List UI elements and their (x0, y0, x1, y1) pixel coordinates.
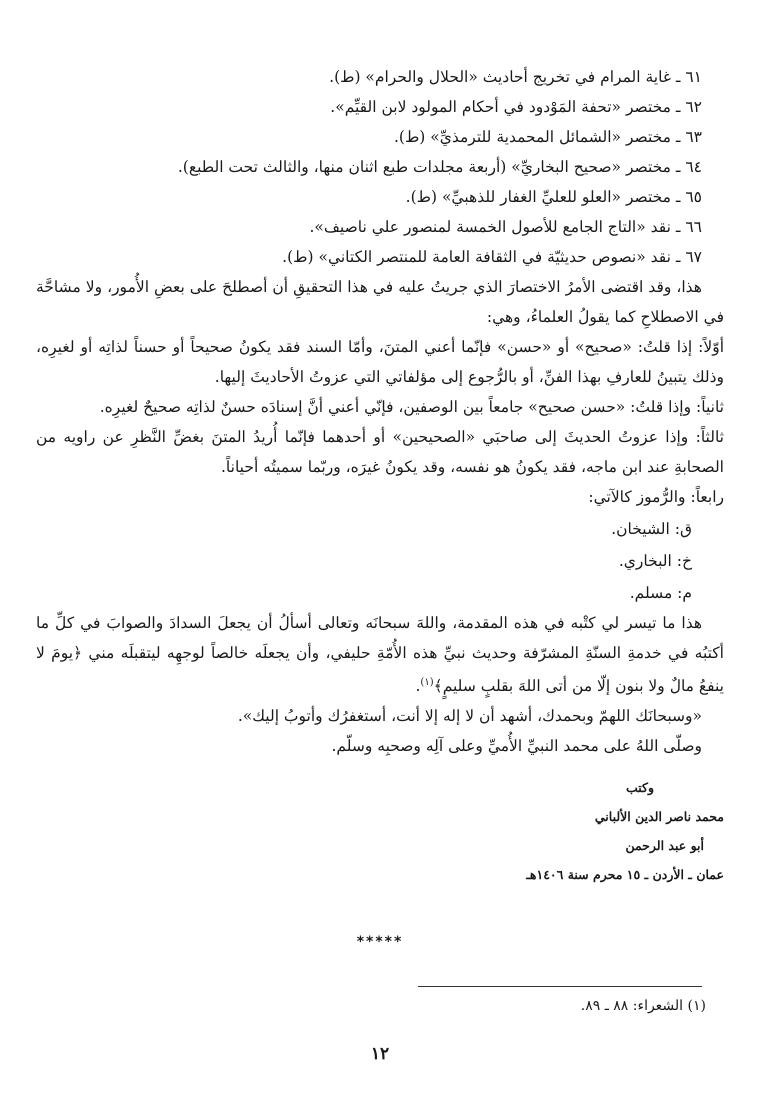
footnote-ref: (١) (420, 677, 434, 688)
closing-text: هذا ما تيسر لي كتْبه في هذه المقدمة، واللهَ سبحانَه وتعالى أسألُ أن يجعلَ السدادَ والصوابَ في كلِّ ما أكتبُه في خدمةِ السنّةِ المشرّفة وحديث نبيِّ هذه الأُمّةِ حليفي، وأن يجعلَه خالصاً لوجهِه ليتقبلَه مني ﴿يومَ لا ينفعُ مالٌ ولا بنون إلّا من أتى اللهَ بقلبٍ سليمٍ﴾ (36, 614, 724, 696)
dua-line: «وسبحانَك اللهمّ وبحمدك، أشهد أن لا إله إلا أنت، أستغفرُك وأتوبُ إليك». (237, 707, 702, 726)
symbols-list (36, 514, 724, 608)
symbol-item: ق: الشيخان. (611, 520, 692, 538)
closing-paragraph: هذا ما تيسر لي كتْبه في هذه المقدمة، واللهَ سبحانَه وتعالى أسألُ أن يجعلَ السدادَ والصوابَ في كلِّ ما أكتبُه في خدمةِ السنّةِ المشرّفة وحديث نبيِّ هذه الأُمّةِ حليفي، وأن يجعلَه خالصاً لوجهِه ليتقبلَه مني ﴿يومَ لا ينفعُ مالٌ ولا بنون إلّا من أتى اللهَ بقلبٍ سليمٍ﴾$^{(١)}$. (36, 614, 724, 696)
page-body (36, 62, 724, 889)
list-item: ٦٢ ـ مختصر «تحفة المَوْدود في أحكام المولود لابن القيِّم». (330, 98, 702, 116)
rule-second: ثانياً: وإذا قلتُ: «حسن صحيح» جامعاً بين الوصفين، فإنّي أعني أنَّ إسنادَه حسنٌ لذاتِه صحيحٌ لغيرِه. (99, 398, 724, 416)
symbol-item: خ: البخاري. (618, 552, 692, 570)
signature-kunya: أبو عبد الرحمن (625, 838, 704, 854)
list-item: ٦٧ ـ نقد «نصوص حديثيّة في الثقافة العامة للمنتصر الكتاني» (ط). (282, 248, 702, 266)
intro-paragraph: هذا، وقد اقتضى الأمرُ الاختصارَ الذي جريتُ عليه في هذا التحقيقِ أن أصطلحَ على بعضِ الأُمور، ولا مشاحَّة في الاصطلاحِ كما يقولُ العلماءُ، وهي: (36, 278, 724, 326)
salawat-line: وصلّى اللهُ على محمد النبيِّ الأُميِّ وعلى آلِه وصحبِه وسلّم. (331, 737, 702, 756)
list-item: ٦٣ ـ مختصر «الشمائل المحمدية للترمذيِّ» (ط). (393, 128, 702, 146)
rule-fourth: رابعاً: والرُّموز كالآتي: (588, 488, 724, 506)
section-separator: ***** (356, 934, 404, 950)
symbol-item: م: مسلم. (629, 584, 692, 602)
rule-first: أوّلاً: إذا قلتُ: «صحيح» أو «حسن» فإنّما أعني المتنَ، وأمّا السند فقد يكونُ صحيحاً أو حسناً لذاتِه أو لغيرِه، وذلك يتبينُ للعارفِ بهذا الفنِّ، أو بالرُّجوع إلى مؤلفاتي التي عزوتُ الأحاديثَ إليها. (36, 338, 724, 386)
footnote-divider (418, 986, 702, 987)
signature-block (36, 773, 724, 889)
signature-place-date: عمان ـ الأردن ـ ١٥ محرم سنة ١٤٠٦هـ (526, 867, 724, 883)
list-item: ٦٦ ـ نقد «التاج الجامع للأصول الخمسة لمنصور علي ناصيف». (309, 218, 702, 236)
list-item: ٦١ ـ غاية المرام في تخريج أحاديث «الحلال والحرام» (ط). (329, 68, 702, 86)
signature-wrote: وكتب (625, 780, 654, 796)
list-item: ٦٤ ـ مختصر «صحيح البخاريِّ» (أربعة مجلدات طبع اثنان منها، والثالث تحت الطبع). (177, 158, 702, 176)
page-number: ١٢ (370, 1044, 390, 1064)
rule-third: ثالثاً: وإذا عزوتُ الحديثَ إلى صاحبَي «الصحيحين» أو أحدهما فإنّما أُريدُ المتنَ بغضِّ النَّظرِ عن راويه من الصحابةِ عند ابن ماجه، فقد يكونُ هو نفسه، وقد يكونُ غيرَه، وربّما سميتُه أحياناً. (36, 428, 724, 476)
list-item: ٦٥ ـ مختصر «العلو للعليِّ الغفار للذهبيِّ» (ط). (405, 188, 702, 206)
works-list (36, 62, 724, 272)
signature-name: محمد ناصر الدين الألباني (594, 809, 724, 825)
footnote: (١) الشعراء: ٨٨ ـ ٨٩. (580, 998, 706, 1014)
